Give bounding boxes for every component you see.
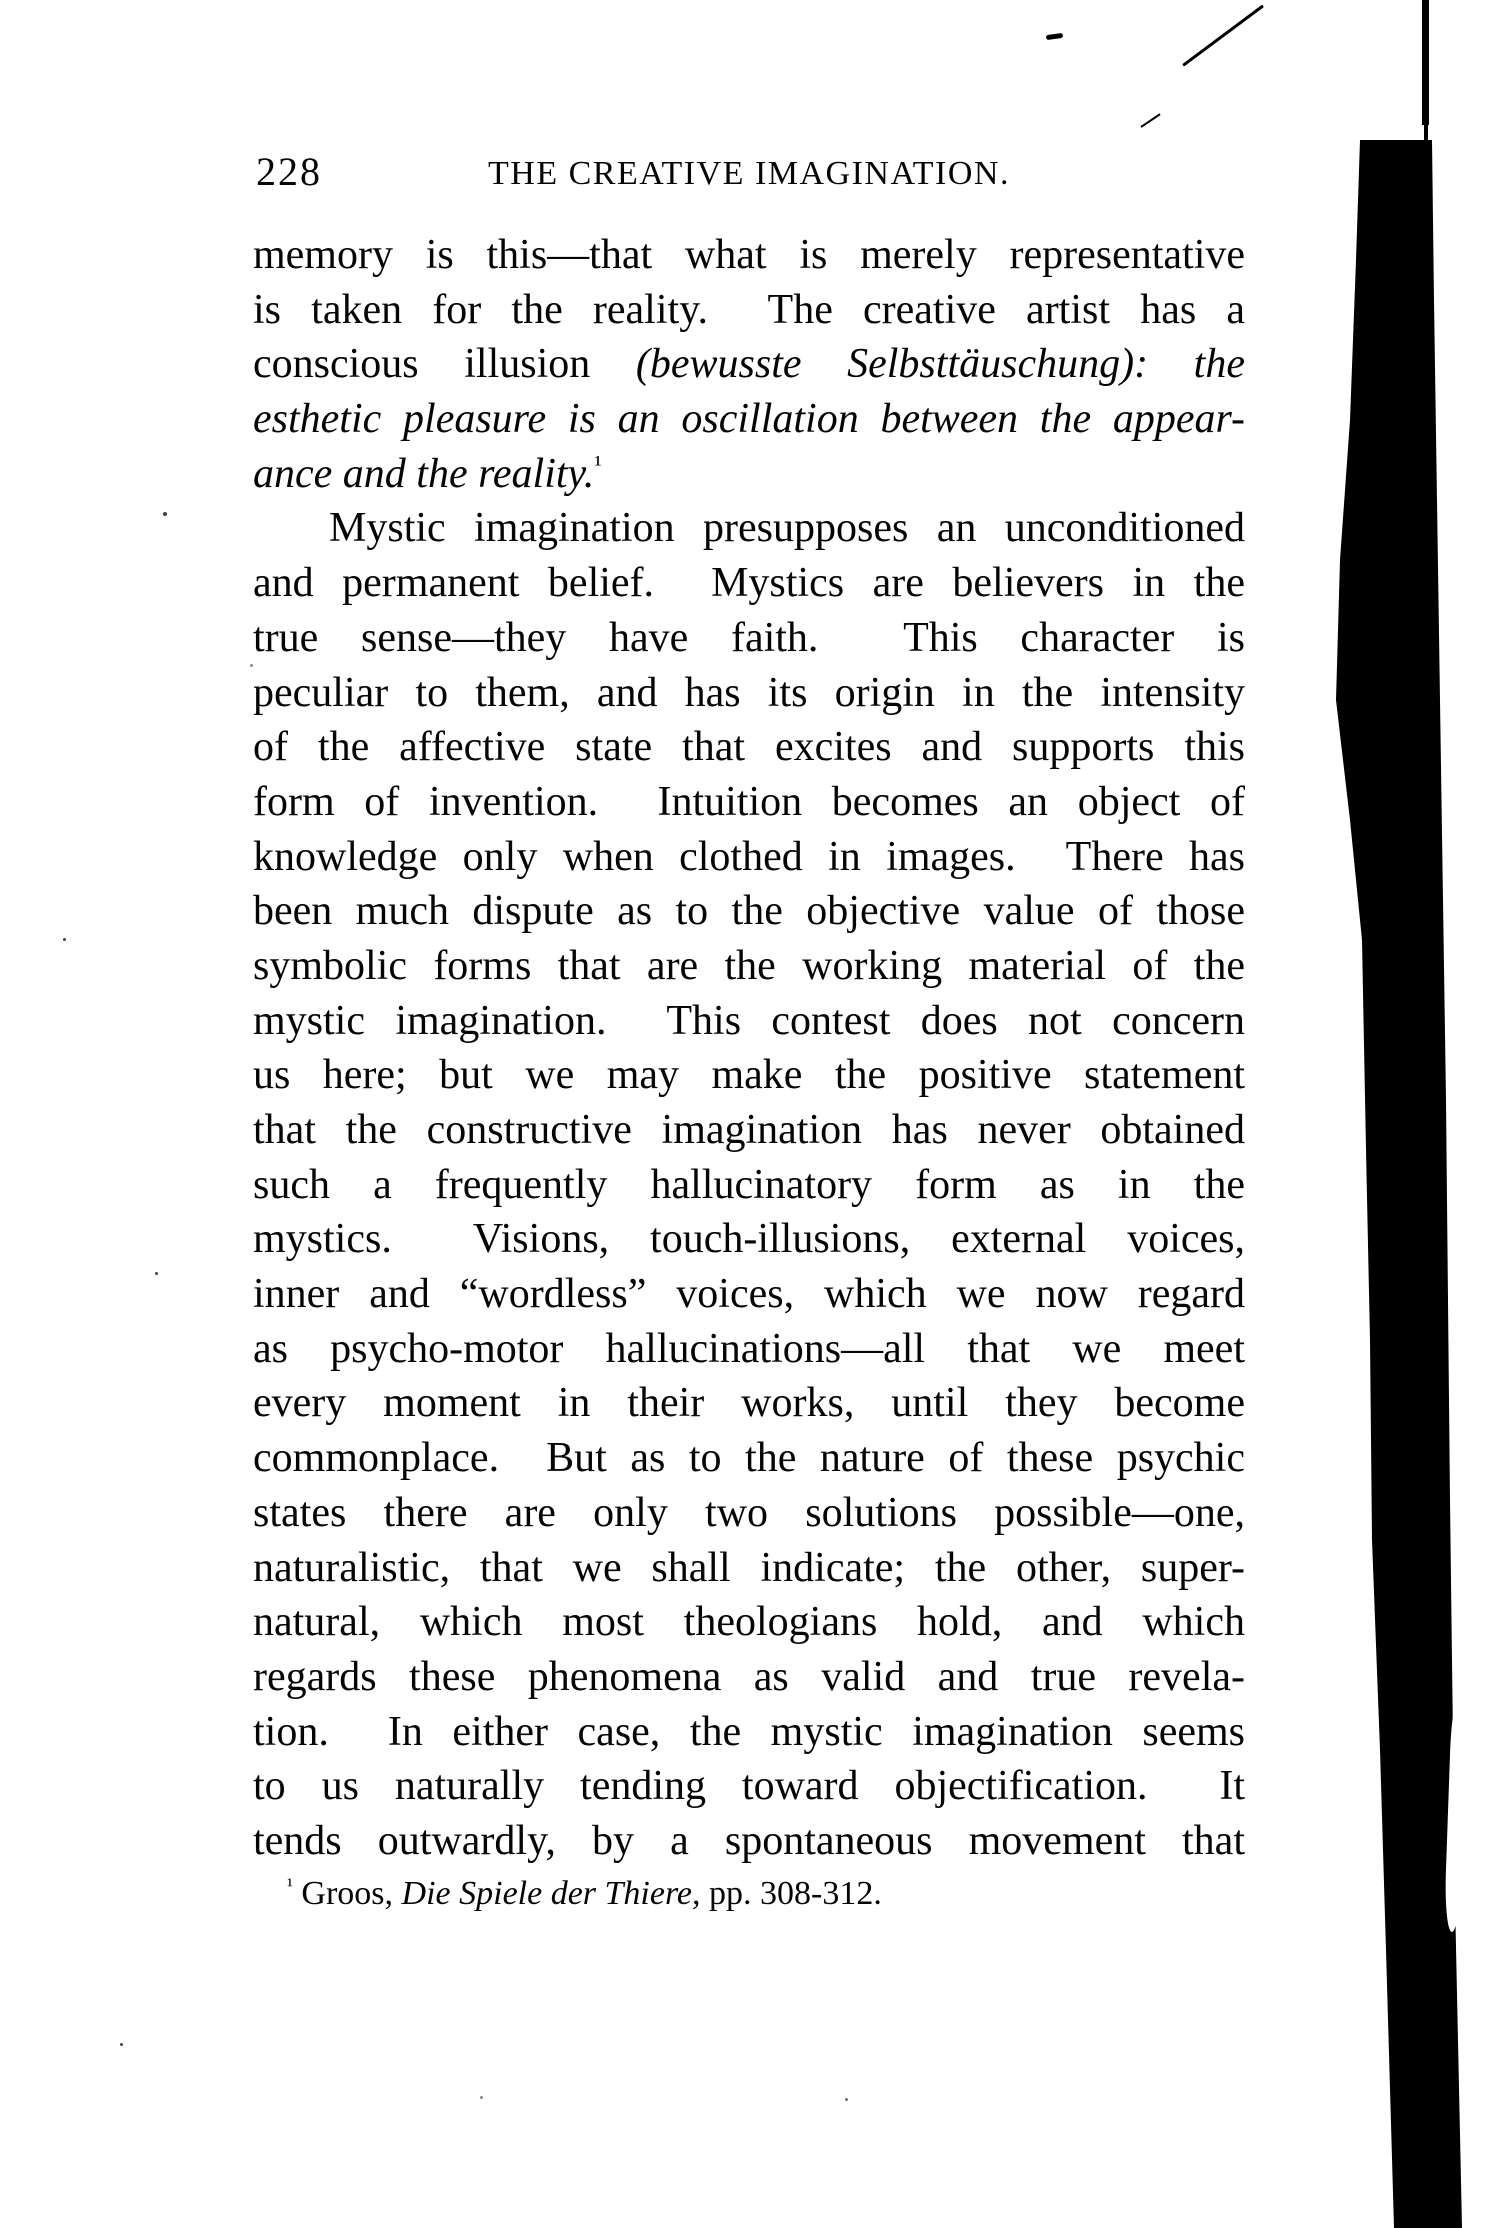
- scan-speck: [155, 1272, 158, 1275]
- text-line-15: [253, 994, 1245, 1049]
- text-line-13: [253, 884, 1245, 939]
- text-line-18: [253, 1158, 1245, 1213]
- roman-text: mystic imagination. This contest does not concern: [253, 997, 1245, 1044]
- roman-text: tends outwardly, by a spontaneous movement that: [253, 1817, 1245, 1864]
- text-line-24: [253, 1486, 1245, 1541]
- roman-text: naturalistic, that we shall indicate; the other, super-: [253, 1544, 1245, 1591]
- text-line-7: [253, 556, 1245, 611]
- body-text: [253, 228, 1245, 1869]
- text-line-2: [253, 283, 1245, 338]
- text-line-20: [253, 1267, 1245, 1322]
- scan-speck: [120, 2043, 123, 2046]
- roman-text: tion. In either case, the mystic imagination seems: [253, 1708, 1245, 1755]
- italic-text: (bewusste Selbsttäuschung): the: [635, 341, 1245, 388]
- roman-text: states there are only two solutions possible—one,: [253, 1489, 1245, 1536]
- roman-text: is taken for the reality. The creative artist has a: [253, 286, 1245, 333]
- text-line-6: [253, 501, 1245, 556]
- text-line-22: [253, 1376, 1245, 1431]
- text-line-8: [253, 611, 1245, 666]
- scan-speck: [63, 938, 66, 941]
- roman-text: symbolic forms that are the working material of the: [253, 942, 1245, 989]
- roman-text: and permanent belief. Mystics are believers in the: [253, 560, 1245, 607]
- text-line-25: [253, 1541, 1245, 1596]
- running-head-title: THE CREATIVE IMAGINATION.: [488, 155, 1010, 192]
- scan-vertical-line-icon: [1422, 0, 1429, 125]
- text-line-12: [253, 830, 1245, 885]
- scan-scratch-icon: [1182, 5, 1264, 67]
- roman-text: of the affective state that excites and supports this: [253, 724, 1245, 771]
- roman-text: every moment in their works, until they become: [253, 1380, 1245, 1427]
- text-line-11: [253, 775, 1245, 830]
- roman-text: that the constructive imagination has never obtained: [253, 1107, 1245, 1153]
- text-line-14: [253, 939, 1245, 994]
- roman-text: us here; but we may make the positive statement: [253, 1052, 1245, 1099]
- text-line-9: [253, 666, 1245, 721]
- footnote-marker: ¹: [287, 1874, 293, 1897]
- roman-text: Groos,: [292, 1875, 402, 1912]
- roman-text: Mystic imagination presupposes an unconditioned: [329, 505, 1245, 552]
- text-line-29: [253, 1759, 1245, 1814]
- italic-text: Die Spiele der Thiere,: [401, 1875, 701, 1912]
- roman-text: to us naturally tending toward objectification. It: [253, 1763, 1245, 1810]
- text-line-30: [253, 1814, 1245, 1869]
- text-line-10: [253, 720, 1245, 775]
- text-line-3: [253, 337, 1245, 392]
- roman-text: pp. 308-312.: [700, 1875, 882, 1912]
- roman-text: memory is this—that what is merely representative: [253, 232, 1245, 278]
- text-line-4: [253, 392, 1245, 447]
- scan-scratch-icon: [1140, 113, 1160, 128]
- text-line-21: [253, 1322, 1245, 1377]
- roman-text: true sense—they have faith. This character is: [253, 614, 1245, 661]
- text-line-28: [253, 1705, 1245, 1760]
- text-line-17: [253, 1103, 1245, 1158]
- roman-text: conscious illusion: [253, 341, 636, 388]
- roman-text: inner and “wordless” voices, which we now regard: [253, 1271, 1245, 1318]
- text-line-16: [253, 1048, 1245, 1103]
- scan-speck: [845, 2098, 848, 2101]
- scan-speck: [480, 2096, 483, 2099]
- footnote-marker: ¹: [594, 450, 602, 478]
- scan-vertical-line-icon: [1424, 118, 1428, 350]
- italic-text: ance and the reality.: [253, 450, 595, 497]
- roman-text: mystics. Visions, touch-illusions, external voices,: [253, 1216, 1245, 1263]
- text-line-5: [253, 447, 1245, 502]
- roman-text: peculiar to them, and has its origin in the intensity: [253, 669, 1245, 716]
- text-line-27: [253, 1650, 1245, 1705]
- roman-text: been much dispute as to the objective value of those: [253, 888, 1245, 935]
- roman-text: as psycho-motor hallucinations—all that we meet: [253, 1325, 1245, 1372]
- footnote: [253, 1872, 1245, 1916]
- italic-text: esthetic pleasure is an oscillation between the appear-: [253, 396, 1245, 443]
- text-line-19: [253, 1212, 1245, 1267]
- text-line-1: [253, 228, 1245, 283]
- roman-text: regards these phenomena as valid and true revela-: [253, 1653, 1245, 1700]
- roman-text: natural, which most theologians hold, and which: [253, 1599, 1245, 1646]
- scan-scratch-icon: [1046, 33, 1064, 40]
- page-number: 228: [256, 149, 322, 194]
- text-line-23: [253, 1431, 1245, 1486]
- scan-speck: [163, 512, 167, 516]
- scan-speck: [250, 664, 253, 667]
- roman-text: form of invention. Intuition becomes an object of: [253, 778, 1245, 825]
- roman-text: such a frequently hallucinatory form as in the: [253, 1161, 1245, 1208]
- text-line-26: [253, 1595, 1245, 1650]
- roman-text: knowledge only when clothed in images. There has: [253, 833, 1245, 880]
- roman-text: commonplace. But as to the nature of these psychic: [253, 1435, 1245, 1482]
